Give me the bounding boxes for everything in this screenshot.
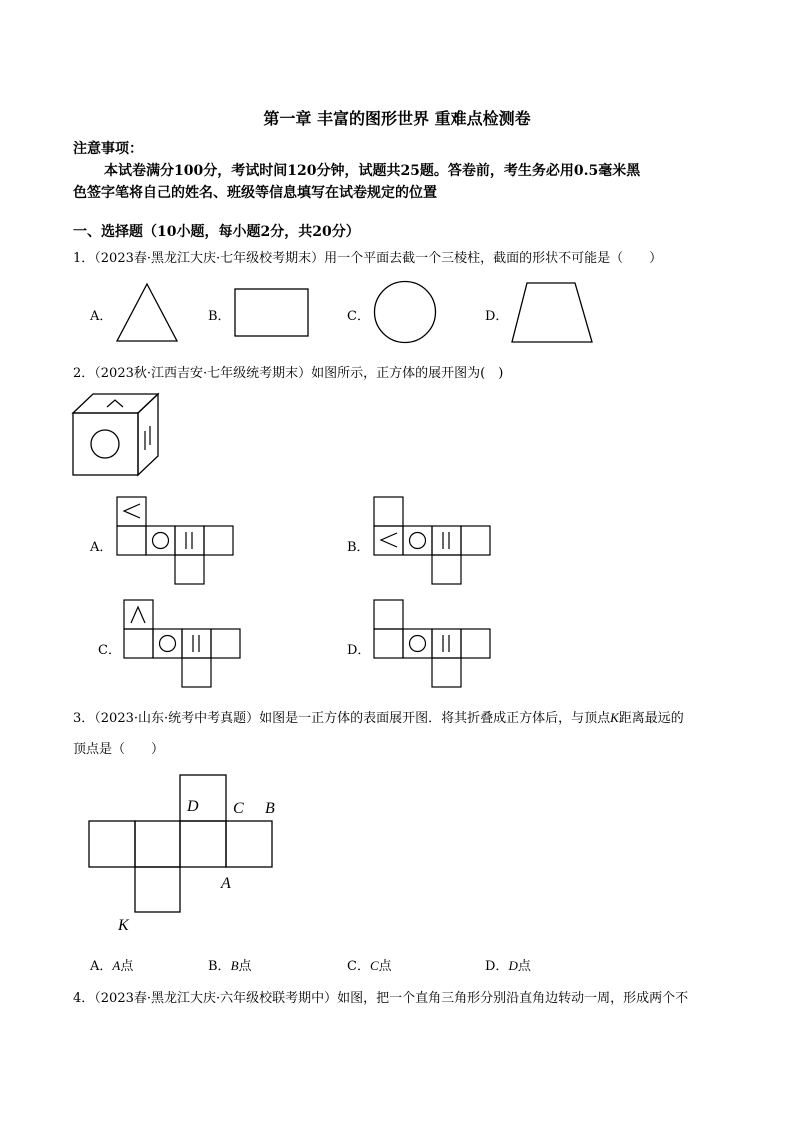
triangle-shape (116, 283, 178, 343)
vertex-label-a: A (221, 875, 231, 892)
q3-option-a-prefix: A． (90, 959, 113, 974)
question-2-text: 2．（2023秋·江西吉安·七年级统考期末）如图所示，正方体的展开图为( ) (73, 366, 504, 381)
question-1-text: 1．（2023春·黑龙江大庆·七年级校考期末）用一个平面去截一个三棱柱，截面的形状不可能是（ ） (73, 251, 663, 266)
cube-net-a (116, 496, 238, 588)
q3-option-b-letter: B (230, 958, 239, 973)
circle-shape (373, 280, 437, 344)
q3-option-c-letter: C (369, 958, 379, 973)
q3-option-d-suffix: 点 (517, 959, 531, 974)
vertex-label-b: B (265, 800, 275, 817)
vertex-label-c: C (233, 800, 244, 817)
vertex-label-d: D (187, 798, 199, 815)
q3-option-d-letter: D (508, 958, 518, 973)
q1-option-c-label: C． (347, 309, 370, 324)
section-heading: 一、选择题（10小题，每小题2分，共20分） (73, 224, 360, 240)
question-3-text (73, 707, 684, 726)
q1-option-d-label: D． (485, 309, 509, 324)
q2-option-a-label: A． (90, 540, 113, 555)
q3-option-a-letter: A (112, 958, 121, 973)
notice-heading: 注意事项： (73, 141, 143, 157)
q2-option-c-label: C． (98, 643, 121, 658)
question-4-text: 4．（2023春·黑龙江大庆·六年级校联考期中）如图，把一个直角三角形分别沿直角边转动一周，形成两个不 (73, 991, 689, 1006)
q3-option-c-suffix: 点 (378, 959, 392, 974)
trapezoid-shape (510, 282, 594, 344)
q1-option-a-label: A． (90, 309, 113, 324)
cube-net-b (373, 496, 495, 588)
q3-option-d-prefix: D． (485, 959, 509, 974)
q3-text-part2: 距离最远的 (618, 711, 684, 726)
q2-option-b-label: B． (347, 540, 370, 555)
page-title: 第一章 丰富的图形世界 重难点检测卷 (263, 109, 531, 128)
q3-option-c (347, 955, 392, 974)
q3-option-c-prefix: C． (347, 959, 370, 974)
notice-line-1: 本试卷满分100分，考试时间120分钟，试题共25题。答卷前，考生务必用0.5毫米黑 (104, 163, 641, 179)
q3-option-a (90, 955, 133, 974)
rectangle-shape (234, 288, 310, 338)
q1-option-b-label: B． (208, 309, 231, 324)
cube-figure (72, 393, 160, 477)
cube-net-figure (88, 774, 280, 914)
q3-option-d (485, 955, 531, 974)
question-3-text-line2: 顶点是（ ） (73, 742, 165, 757)
q3-option-b-prefix: B． (208, 959, 231, 974)
q3-option-b (208, 955, 252, 974)
q3-text-part1: 3．（2023·山东·统考中考真题）如图是一正方体的表面展开图．将其折叠成正方体后，与顶点 (73, 711, 611, 726)
q3-option-b-suffix: 点 (238, 959, 252, 974)
q3-text-k: K (610, 710, 619, 725)
q3-option-a-suffix: 点 (120, 959, 134, 974)
cube-net-c (123, 599, 245, 691)
vertex-label-k: K (118, 917, 129, 934)
notice-line-2: 色签字笔将自己的姓名、班级等信息填写在试卷规定的位置 (73, 185, 437, 201)
q2-option-d-label: D． (347, 643, 371, 658)
cube-net-d (373, 599, 495, 691)
